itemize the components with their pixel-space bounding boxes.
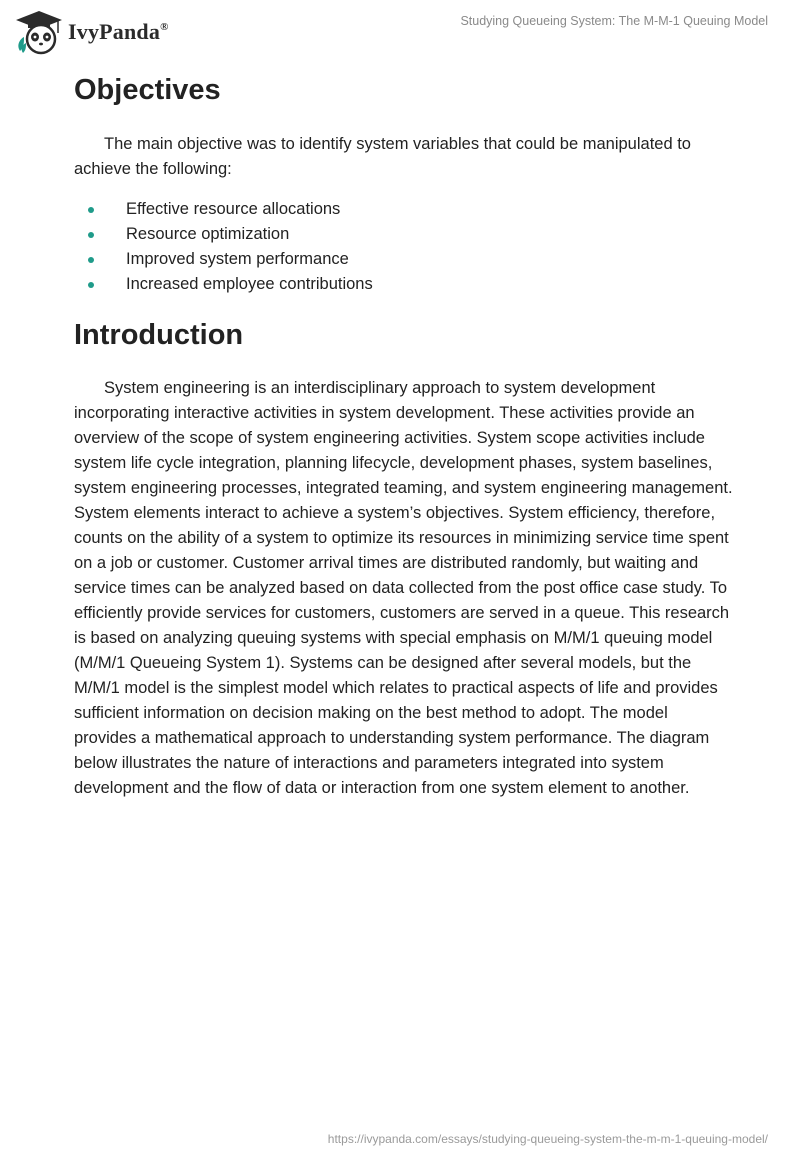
document-header-title: Studying Queueing System: The M-M-1 Queuing Model	[460, 14, 768, 28]
introduction-paragraph: System engineering is an interdisciplinary approach to system development incorporating interactive activities in system development. These activities provide an overview of the scope of system engineering activities. System scope activities include system life cycle integration, planning lifecycle, development phases, system baselines, system engineering processes, integrated teaming, and system engineering management. System elements interact to achieve a system’s objectives. System efficiency, therefore, counts on the ability of a system to optimize its resources in minimizing service time spent on a job or customer. Customer arrival times are distributed randomly, but waiting and service times can be analyzed based on data collected from the post office case study. To efficiently provide services for customers, customers are served in a queue. This research is based on analyzing queuing systems with special emphasis on M/M/1 queuing model (M/M/1 Queueing System 1). Systems can be designed after several models, but the M/M/1 model is the simplest model which relates to practical aspects of life and provides sufficient information on decision making on the best method to adopt. The model provides a mathematical approach to understanding system performance. The diagram below illustrates the nature of interactions and parameters integrated into system development and the flow of data or interaction from one system element to another.	[74, 379, 733, 797]
list-item: Resource optimization	[74, 222, 373, 247]
bullet-icon	[88, 207, 94, 213]
objectives-list	[74, 197, 373, 297]
bullet-icon	[88, 232, 94, 238]
introduction-heading: Introduction	[74, 319, 244, 351]
bullet-icon	[88, 282, 94, 288]
panda-logo-icon	[14, 9, 64, 55]
list-item: Improved system performance	[74, 247, 373, 272]
bullet-icon	[88, 257, 94, 263]
brand-name: IvyPanda®	[68, 19, 169, 44]
objectives-intro: The main objective was to identify system variables that could be manipulated to achieve the following:	[74, 135, 691, 178]
source-url-link[interactable]: https://ivypanda.com/essays/studying-queueing-system-the-m-m-1-queuing-model/	[327, 1132, 768, 1146]
list-item: Increased employee contributions	[74, 272, 373, 297]
list-item: Effective resource allocations	[74, 197, 373, 222]
objectives-heading: Objectives	[74, 74, 221, 106]
ivypanda-logo[interactable]	[14, 8, 169, 56]
